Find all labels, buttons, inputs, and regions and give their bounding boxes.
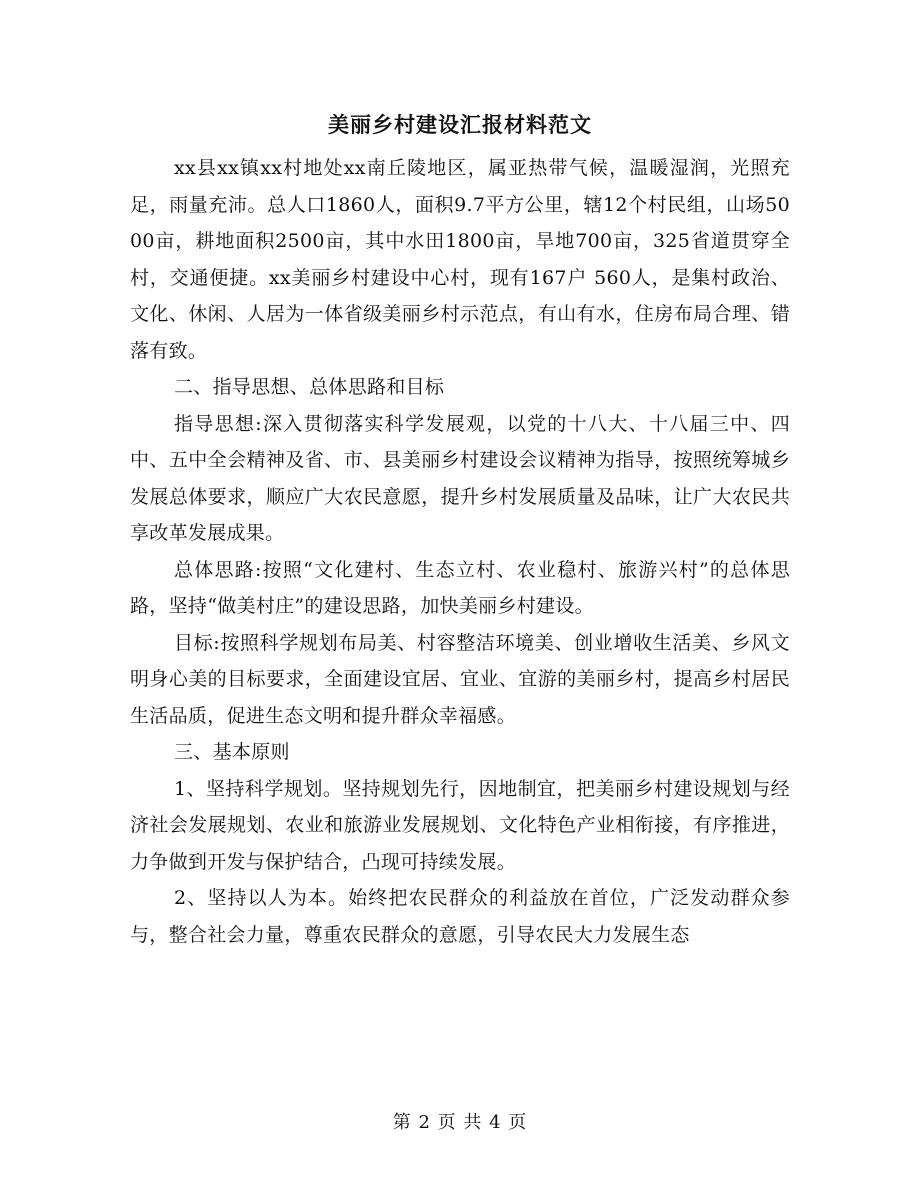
document-title: 美丽乡村建设汇报材料范文 — [328, 112, 592, 137]
paragraph-overall-approach: 总体思路:按照“文化建村、生态立村、农业稳村、旅游兴村”的总体思路，坚持“做美村庄”的建设思路，加快美丽乡村建设。 — [130, 558, 790, 617]
document-body — [130, 150, 790, 953]
paragraph-village-overview: xx县xx镇xx村地处xx南丘陵地区，属亚热带气候，温暖湿润，光照充足，雨量充沛。总人口1860人，面积9.7平方公里，辖12个村民组，山场5000亩，耕地面积2500亩，其中水田1800亩，旱地700亩，325省道贯穿全村，交通便捷。xx美丽乡村建设中心村，现有167户 560人，是集村政治、文化、休闲、人居为一体省级美丽乡村示范点，有山有水，住房布局合理、错落有致。 — [130, 157, 790, 362]
paragraph-principle-people-oriented: 2、坚持以人为本。始终把农民群众的利益放在首位，广泛发动群众参与，整合社会力量，尊重农民群众的意愿，引导农民大力发展生态 — [130, 887, 790, 946]
paragraph-principle-scientific-planning: 1、坚持科学规划。坚持规划先行，因地制宜，把美丽乡村建设规划与经济社会发展规划、农业和旅游业发展规划、文化特色产业相衔接，有序推进，力争做到开发与保护结合，凸现可持续发展。 — [130, 777, 790, 873]
page-number-footer: 第 2 页 共 4 页 — [392, 1112, 528, 1133]
section-heading-basic-principles: 三、基本原则 — [174, 741, 290, 763]
paragraph-goals: 目标:按照科学规划布局美、村容整洁环境美、创业增收生活美、乡风文明身心美的目标要求，全面建设宜居、宜业、宜游的美丽乡村，提高乡村居民生活品质，促进生态文明和提升群众幸福感。 — [130, 631, 790, 727]
section-heading-guiding-ideology: 二、指导思想、总体思路和目标 — [174, 376, 445, 398]
paragraph-guiding-ideology: 指导思想:深入贯彻落实科学发展观，以党的十八大、十八届三中、四中、五中全会精神及省、市、县美丽乡村建设会议精神为指导，按照统筹城乡发展总体要求，顺应广大农民意愿，提升乡村发展质量及品味，让广大农民共享改革发展成果。 — [130, 412, 790, 544]
